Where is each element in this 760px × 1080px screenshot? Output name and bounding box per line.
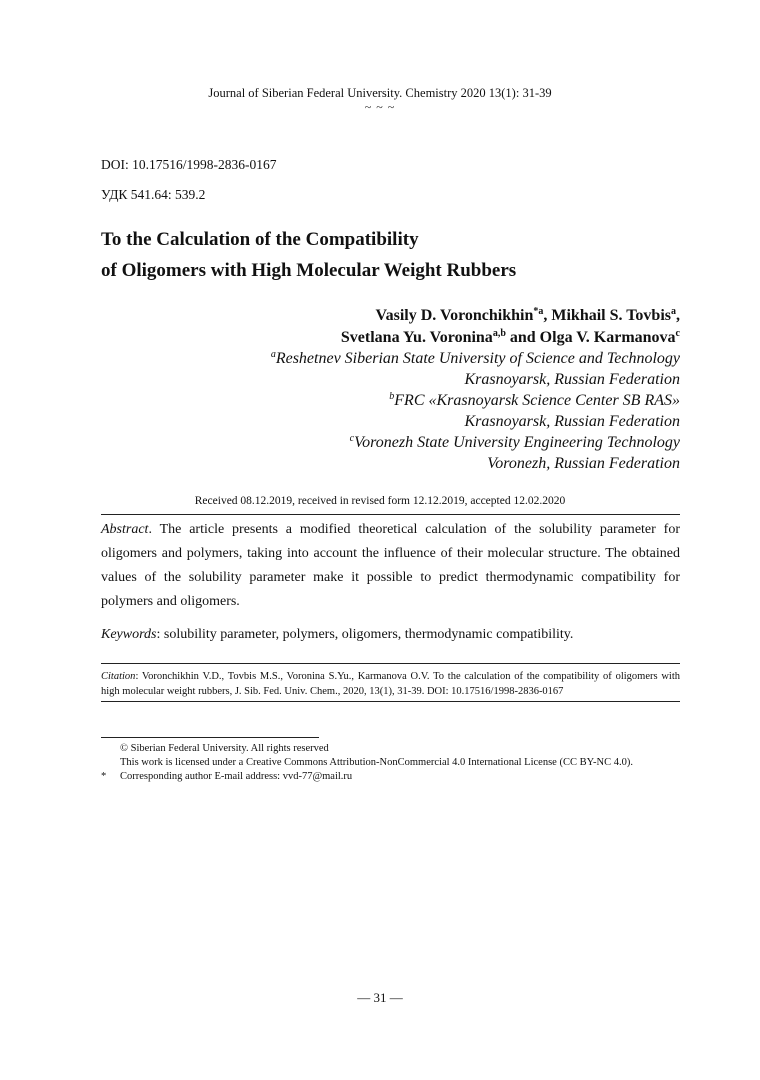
footnote-rule <box>101 737 319 738</box>
author-name: Svetlana Yu. Voronina <box>340 329 493 346</box>
citation-bottom-rule <box>101 701 680 702</box>
affiliation-a-city: Krasnoyarsk, Russian Federation <box>464 371 680 388</box>
footnote-copyright: © Siberian Federal University. All rights reserved <box>120 743 329 754</box>
footnote-corresponding: * Corresponding author E-mail address: vvd-77@mail.ru <box>101 771 353 782</box>
citation <box>101 669 680 699</box>
keywords-label: Keywords <box>101 627 157 642</box>
doi: DOI: 10.17516/1998-2836-0167 <box>101 157 277 172</box>
udk-code: УДК 541.64: 539.2 <box>101 187 206 202</box>
affiliation-b: $^b$FRC «Krasnoyarsk Science Center SB RAS» <box>389 391 680 409</box>
citation-text: : Voronchikhin V.D., Tovbis M.S., Voronina S.Yu., Karmanova O.V. To the calculation of the compatibility of oligomers with high molecular weight rubbers, J. Sib. Fed. Univ. Chem., 2020, 13(1), 31-39. DOI: 10.17516/1998-2836-0167 <box>101 671 680 697</box>
affiliation-c-city: Voronezh, Russian Federation <box>487 455 680 472</box>
affiliation-a: $^a$Reshetnev Siberian State University of Science and Technology <box>270 349 680 367</box>
author-list <box>341 305 680 349</box>
keywords <box>101 624 680 646</box>
affiliation-sup: a <box>270 349 276 360</box>
author-line-1: Vasily D. Voronchikhin$^{*a}$, Mikhail S. Tovbis$^a$, <box>375 306 680 324</box>
author-conjunction: and <box>509 329 536 346</box>
header-ornament: ~ ~ ~ <box>364 100 396 114</box>
affiliation-b-city: Krasnoyarsk, Russian Federation <box>464 413 680 430</box>
affiliation-c: $^c$Voronezh State University Engineering Technology <box>349 433 680 451</box>
title-line-2: of Oligomers with High Molecular Weight Rubbers <box>101 260 517 281</box>
author-sup: *a <box>533 306 544 317</box>
abstract-label: Abstract <box>101 522 149 537</box>
footnote-license: This work is licensed under a Creative Commons Attribution-NonCommercial 4.0 International License (CC BY-NC 4.0). <box>120 757 633 768</box>
keywords-text: : solubility parameter, polymers, oligomers, thermodynamic compatibility. <box>156 627 574 642</box>
affiliations <box>271 348 680 474</box>
author-name: Mikhail S. Tovbis <box>551 307 671 324</box>
author-sup: c <box>675 328 680 339</box>
abstract-text: . The article presents a modified theoretical calculation of the solubility parameter for oligomers and polymers, taking into account the influence of their molecular structure. The obtained values of the solubility parameter make it possible to predict thermodynamic compatibility for polymers and oligomers. <box>101 522 680 609</box>
citation-top-rule <box>101 663 680 664</box>
page-number: — 31 — <box>357 990 403 1005</box>
footnotes <box>101 742 701 784</box>
abstract-top-rule <box>101 514 680 515</box>
affiliation-sup: b <box>389 391 395 402</box>
author-line-2 <box>341 327 680 349</box>
author-name: Vasily D. Voronchikhin <box>375 307 534 324</box>
paper-title <box>101 224 516 286</box>
author-sup: a,b <box>492 328 506 339</box>
citation-label: Citation <box>101 671 136 682</box>
received-dates: Received 08.12.2019, received in revised form 12.12.2019, accepted 12.02.2020 <box>194 495 566 507</box>
author-name: Olga V. Karmanova <box>539 329 676 346</box>
author-sup: a <box>671 306 676 317</box>
journal-header: Journal of Siberian Federal University. Chemistry 2020 13(1): 31-39 <box>208 86 552 100</box>
title-line-1: To the Calculation of the Compatibility <box>101 229 419 250</box>
abstract <box>101 518 680 614</box>
footnote-asterisk: * <box>101 771 107 782</box>
affiliation-sup: c <box>349 433 355 444</box>
